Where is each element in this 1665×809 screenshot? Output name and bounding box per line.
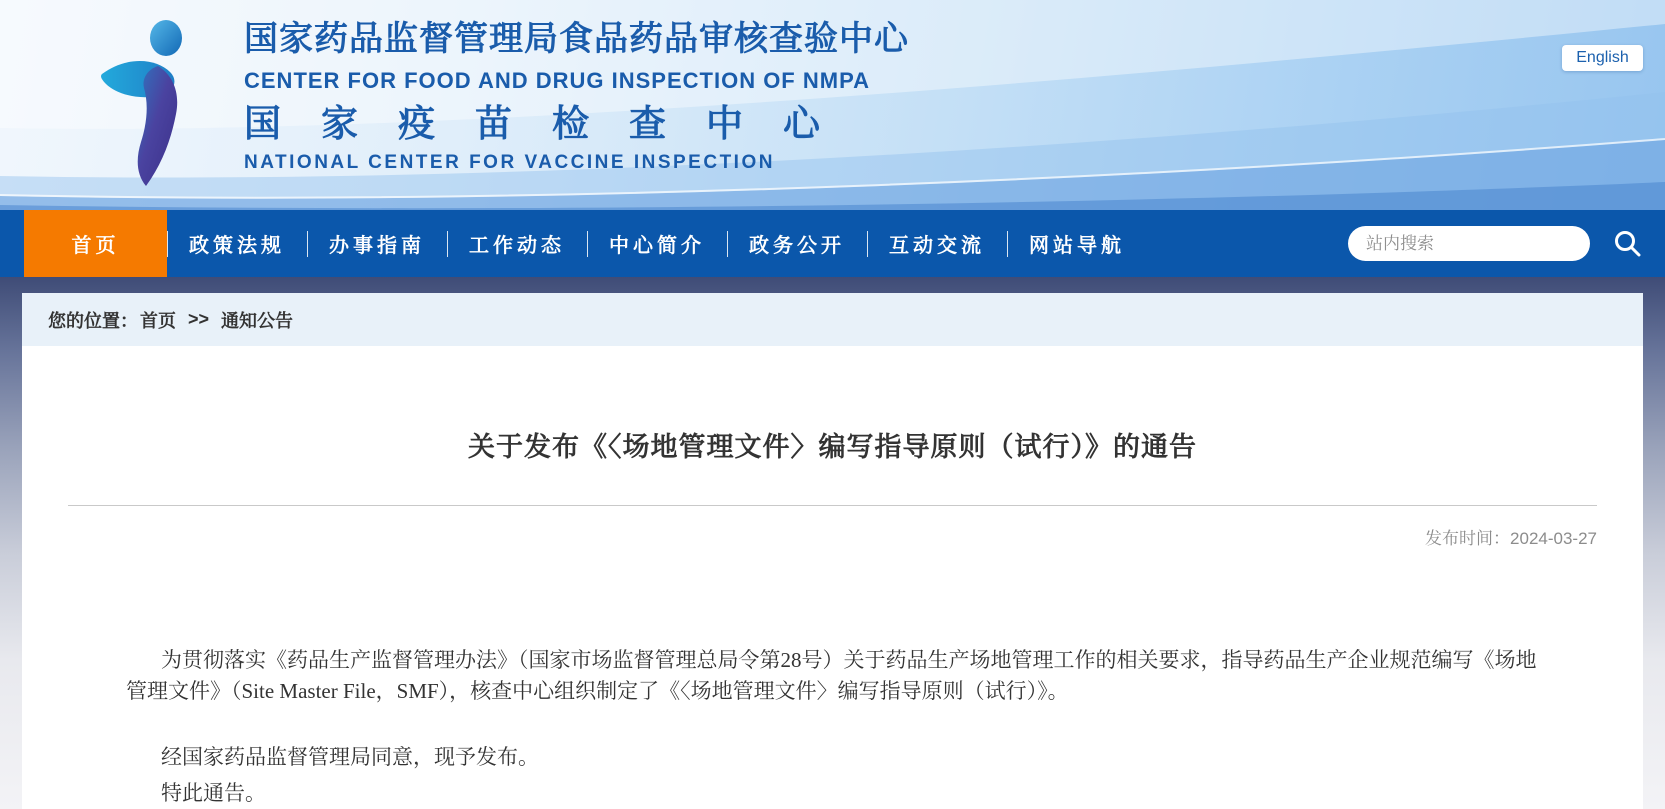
nav-item-interaction[interactable]: 互动交流 [867,210,1007,277]
brand-text [244,8,909,194]
nav-item-service-guide[interactable]: 办事指南 [307,210,447,277]
vaccine-center-name-en: NATIONAL CENTER FOR VACCINE INSPECTION [244,152,775,173]
site-search [1348,226,1590,261]
breadcrumb-separator: >> [188,309,210,329]
nav-item-policies[interactable]: 政策法规 [167,210,307,277]
nav-item-center-profile[interactable]: 中心简介 [587,210,727,277]
breadcrumb-label: 您的位置： [48,310,138,331]
breadcrumb-current-link[interactable]: 通知公告 [221,310,294,331]
breadcrumb-home-link[interactable]: 首页 [140,310,176,331]
nav-item-work-updates[interactable]: 工作动态 [447,210,587,277]
page-background [0,277,1665,809]
article-paragraph: 特此通告。 [161,781,266,805]
article-body [68,645,1597,809]
brand-block [100,8,909,194]
vaccine-center-name-zh: 国家疫苗检查中心 [244,103,860,144]
search-input[interactable] [1348,226,1590,261]
search-icon [1612,228,1643,259]
main-nav [0,210,1665,277]
english-language-button[interactable]: English [1562,45,1643,71]
article-title: 关于发布《〈场地管理文件〉编写指导原则（试行）》的通告 [468,432,1197,462]
org-name-zh: 国家药品监督管理局食品药品审核查验中心 [244,20,909,58]
content-container [22,293,1643,809]
breadcrumb [22,293,1643,346]
nav-item-home[interactable]: 首页 [24,210,167,277]
nav-item-site-map[interactable]: 网站导航 [1007,210,1147,277]
article [22,346,1643,809]
article-paragraph: 为贯彻落实《药品生产监督管理办法》（国家市场监督管理总局令第28号）关于药品生产场地管理工作的相关要求，指导药品生产企业规范编写《场地管理文件》（Site Master File，SMF），核查中心组织制定了《〈场地管理文件〉编写指导原则（试行）》。 [126,648,1537,703]
org-name-en: CENTER FOR FOOD AND DRUG INSPECTION OF NMPA [244,68,870,93]
publish-date: 发布时间：2024-03-27 [1425,529,1597,548]
article-paragraph: 经国家药品监督管理局同意，现予发布。 [161,745,539,769]
title-divider [68,505,1597,506]
nav-item-gov-disclosure[interactable]: 政务公开 [727,210,867,277]
search-button[interactable] [1612,228,1643,259]
site-header [0,0,1665,210]
cfdi-figure-logo-icon [100,8,192,194]
